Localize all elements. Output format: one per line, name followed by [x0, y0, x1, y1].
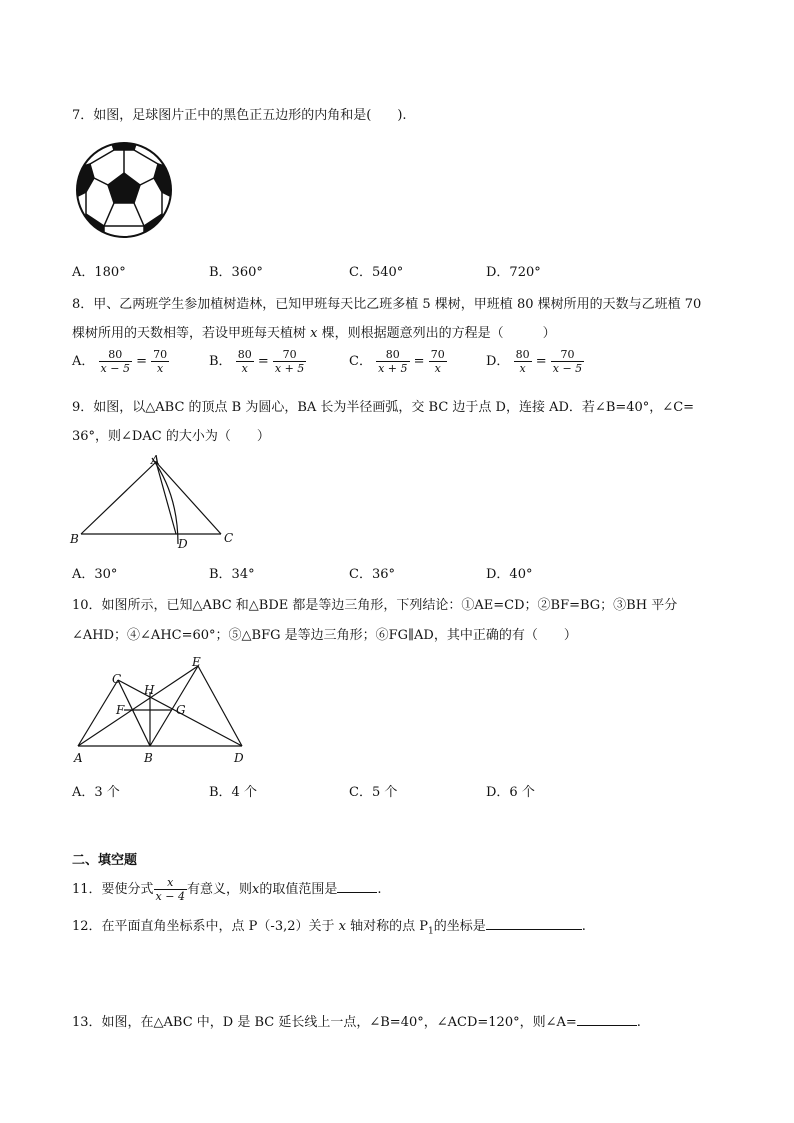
q10-label-f: F — [116, 703, 125, 717]
q8-stem-part: 棵树所用的天数相等，若设甲班每天植树 — [72, 326, 311, 341]
denominator: x + 5 — [378, 362, 408, 375]
q13-answer-blank[interactable] — [577, 1013, 637, 1026]
fraction — [376, 348, 409, 375]
q12-answer-blank[interactable] — [486, 917, 582, 930]
q10-option-a: A．3 个 — [72, 785, 120, 800]
q10-option-b: B．4 个 — [209, 785, 257, 800]
q7-option-b: B．360° — [209, 265, 263, 280]
denominator: x — [434, 362, 441, 375]
q8-stem-line2 — [72, 322, 556, 341]
q12-text: 12．在平面直角坐标系中，点 P（-3,2）关于 — [72, 919, 339, 934]
numerator: 70 — [551, 348, 584, 362]
q9-stem-line2: 36°，则∠DAC 的大小为（ ） — [72, 429, 270, 444]
q10-label-h: H — [144, 683, 155, 697]
soccer-ball-image — [74, 140, 174, 240]
equals-sign: = — [136, 354, 147, 369]
q7-option-d: D．720° — [486, 265, 541, 280]
fraction — [551, 348, 584, 375]
q10-stem-line2: ∠AHD；④∠AHC=60°；⑤△BFG 是等边三角形；⑥FG∥AD，其中正确的有（ ） — [72, 628, 577, 643]
q12-text: 轴对称的点 P — [345, 919, 428, 934]
denominator: x — [519, 362, 526, 375]
numerator: x — [154, 876, 187, 890]
q7-option-c: C．540° — [349, 265, 404, 280]
q9-label-a: A — [151, 453, 160, 467]
option-label: D． — [486, 354, 510, 369]
q8-option-c — [349, 348, 447, 375]
q10-label-g: G — [176, 703, 186, 717]
numerator: 70 — [273, 348, 306, 362]
fraction — [514, 348, 532, 375]
q9-option-b: B．34° — [209, 567, 255, 582]
fraction — [99, 348, 132, 375]
denominator: x − 4 — [155, 890, 185, 903]
fraction — [273, 348, 306, 375]
q11-text: . — [377, 882, 382, 897]
q7-stem: 7．如图，足球图片正中的黑色正五边形的内角和是( ). — [72, 108, 407, 123]
denominator: x + 5 — [274, 362, 305, 375]
q10-label-a: A — [74, 751, 83, 765]
q12-text: 的坐标是 — [433, 919, 486, 934]
equals-sign: = — [535, 354, 547, 369]
q11-text: 11．要使分式 — [72, 882, 154, 897]
q12-variable: x — [338, 919, 346, 934]
section-title-fill-in: 二、填空题 — [72, 853, 138, 868]
q9-label-d: D — [178, 537, 188, 551]
q9-option-a: A．30° — [72, 567, 118, 582]
q11-text: 有意义，则 — [186, 882, 252, 897]
q9-option-d: D．40° — [486, 567, 533, 582]
q10-label-b: B — [144, 751, 153, 765]
q9-triangle-figure — [66, 452, 246, 552]
q13-text: 13．如图，在△ABC 中，D 是 BC 延长线上一点，∠B=40°，∠ACD=120°，则∠A= — [72, 1015, 577, 1030]
q9-side-ba — [81, 462, 156, 534]
q8-variable: x — [310, 326, 318, 341]
q9-option-c: C．36° — [349, 567, 395, 582]
equals-sign: = — [257, 354, 269, 369]
q9-label-c: C — [224, 531, 234, 545]
q7-option-a: A．180° — [72, 265, 126, 280]
numerator: 80 — [99, 348, 132, 362]
fraction — [151, 348, 169, 375]
q11-stem — [72, 876, 381, 903]
numerator: 70 — [430, 348, 445, 361]
fraction — [429, 348, 447, 375]
q10-label-e: E — [192, 655, 201, 669]
equals-sign: = — [413, 354, 425, 369]
option-label: A． — [72, 354, 95, 369]
q11-text: 的取值范围是 — [259, 882, 338, 897]
option-label: B． — [209, 354, 232, 369]
q9-arc — [152, 458, 178, 544]
numerator: 70 — [153, 348, 168, 361]
numerator: 80 — [237, 348, 252, 361]
q10-label-d: D — [234, 751, 244, 765]
q8-option-d — [486, 348, 584, 375]
denominator: x — [241, 362, 248, 375]
denominator: x − 5 — [100, 362, 130, 375]
q10-option-c: C．5 个 — [349, 785, 398, 800]
q13-stem — [72, 1011, 641, 1030]
numerator: 80 — [376, 348, 409, 362]
q11-variable: x — [251, 882, 260, 897]
denominator: x — [157, 362, 164, 375]
q10-stem-line1: 10．如图所示，已知△ABC 和△BDE 都是等边三角形，下列结论：①AE=CD；②BF=BG；③BH 平分 — [72, 598, 678, 613]
q11-fraction — [154, 876, 187, 903]
q8-option-a — [72, 348, 169, 375]
q8-stem-line1: 8．甲、乙两班学生参加植树造林，已知甲班每天比乙班多植 5 棵树，甲班植 80 棵树所用的天数与乙班植 70 — [72, 297, 702, 312]
q9-stem-line1: 9．如图，以△ABC 的顶点 B 为圆心，BA 长为半径画弧，交 BC 边于点 D，连接 AD．若∠B=40°，∠C= — [72, 400, 695, 415]
fraction — [236, 348, 254, 375]
q10-triangles-figure — [66, 652, 266, 767]
option-label: C． — [349, 354, 372, 369]
q13-text: . — [636, 1015, 641, 1030]
q8-option-b — [209, 348, 306, 375]
q12-stem — [72, 915, 586, 937]
numerator: 80 — [515, 348, 530, 361]
q10-label-c: C — [112, 672, 122, 686]
q11-answer-blank[interactable] — [337, 880, 377, 893]
q10-option-d: D．6 个 — [486, 785, 535, 800]
q8-stem-part: 棵，则根据题意列出的方程是（ ） — [317, 326, 556, 341]
q12-text: . — [581, 919, 586, 934]
q9-label-b: B — [70, 532, 79, 546]
q12-subscript: 1 — [427, 926, 434, 937]
denominator: x − 5 — [552, 362, 583, 375]
